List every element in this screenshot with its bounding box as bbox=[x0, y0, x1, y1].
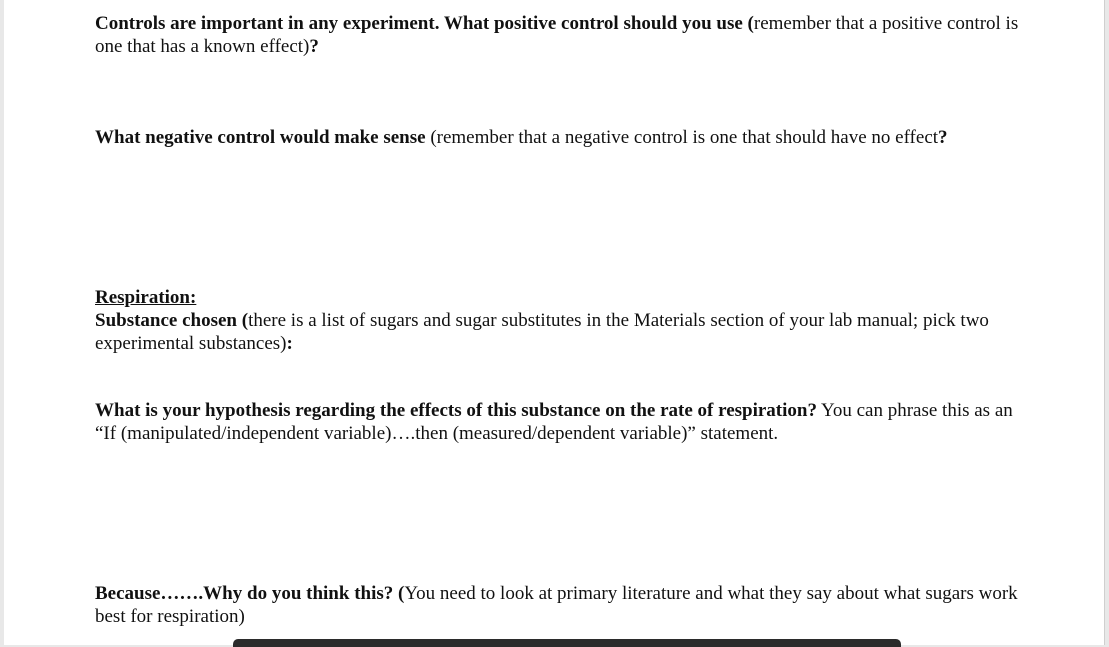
positive-control-bold: Controls are important in any experiment. What positive control should you use ( bbox=[95, 13, 754, 34]
document-page bbox=[4, 0, 1105, 645]
substance-chosen-colon: : bbox=[286, 333, 293, 354]
negative-control-qmark: ? bbox=[938, 127, 948, 148]
substance-chosen-hint: there is a list of sugars and sugar substitutes in the Materials section of your lab manual; pick two experimental substances) bbox=[95, 310, 989, 354]
respiration-heading: Respiration: bbox=[95, 287, 197, 308]
hypothesis-question bbox=[95, 399, 1025, 445]
positive-control-question bbox=[95, 12, 1025, 58]
positive-control-hint: remember that a positive control is one that has a known effect) bbox=[95, 13, 1019, 57]
negative-control-question bbox=[95, 126, 1025, 149]
because-bold: Because…….Why do you think this? ( bbox=[95, 583, 405, 604]
substance-chosen-bold: Substance chosen ( bbox=[95, 310, 249, 331]
bottom-toolbar-edge bbox=[233, 639, 901, 647]
hypothesis-hint: You can phrase this as an “If (manipulated/independent variable)….then (measured/dependent variable)” statement. bbox=[95, 400, 1013, 444]
respiration-section bbox=[95, 286, 1025, 355]
substance-chosen-prompt bbox=[95, 309, 1025, 355]
negative-control-hint: (remember that a negative control is one that should have no effect bbox=[425, 127, 939, 148]
positive-control-qmark: ? bbox=[309, 36, 319, 57]
negative-control-bold: What negative control would make sense bbox=[95, 127, 426, 148]
because-question bbox=[95, 582, 1025, 628]
because-hint: You need to look at primary literature and what they say about what sugars work best for respiration) bbox=[95, 583, 1018, 627]
hypothesis-bold: What is your hypothesis regarding the effects of this substance on the rate of respiration? bbox=[95, 400, 817, 421]
